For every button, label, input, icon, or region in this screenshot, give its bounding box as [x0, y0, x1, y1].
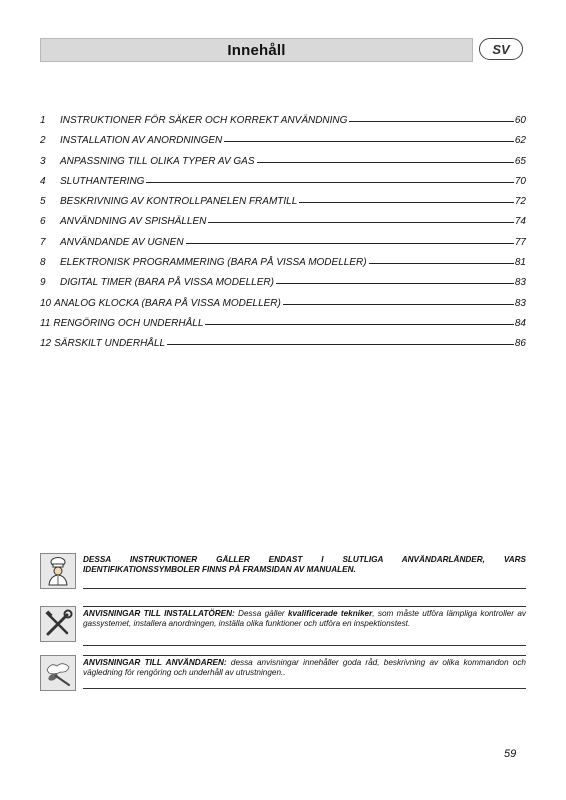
toc-entry [40, 257, 526, 277]
note-countries-text: DESSA INSTRUKTIONER GÄLLER ENDAST I SLUTLIGA ANVÄNDARLÄNDER, VARS IDENTIFIKATIONSSYMBOLER FINNS PÅ FRAMSIDAN AV MANUALEN. [83, 553, 526, 589]
toc-number: 6 [40, 216, 46, 228]
toc-page: 77 [514, 236, 526, 248]
toc-title: SÄRSKILT UNDERHÅLL [54, 338, 166, 350]
toc-title: ANPASSNING TILL OLIKA TYPER AV GAS [60, 155, 255, 167]
toc-page: 74 [514, 216, 526, 228]
toc-leader [167, 344, 514, 345]
toc-entry [40, 277, 526, 297]
toc-entry [40, 115, 526, 135]
chef-icon [40, 553, 76, 589]
toc-entry [40, 176, 526, 196]
language-badge: SV [479, 38, 523, 60]
page-number: 59 [504, 748, 517, 760]
spoon-icon [40, 655, 76, 691]
toc-page: 81 [514, 257, 526, 269]
toc-title: ANVÄNDNING AV SPISHÄLLEN [60, 216, 207, 228]
toc-title: DIGITAL TIMER (BARA PÅ VISSA MODELLER) [60, 277, 274, 289]
toc-number: 2 [40, 135, 46, 147]
toc-entry [40, 216, 526, 236]
toc-entry [40, 298, 526, 318]
toc-page: 60 [514, 115, 526, 126]
toc-page: 83 [514, 277, 526, 289]
toc-page: 62 [514, 135, 526, 147]
toc-entry [40, 318, 526, 338]
tools-icon [40, 606, 76, 642]
toc-title: ELEKTRONISK PROGRAMMERING (BARA PÅ VISSA MODELLER) [60, 257, 367, 269]
toc-title: ANALOG KLOCKA (BARA PÅ VISSA MODELLER) [54, 297, 281, 309]
toc-page: 70 [514, 175, 526, 187]
toc-number: 4 [40, 175, 46, 187]
toc-number: 3 [40, 155, 46, 167]
toc-page: 84 [514, 317, 526, 329]
toc-title: INSTRUKTIONER FÖR SÄKER OCH KORREKT ANVÄNDNING [60, 115, 348, 126]
toc-number: 8 [40, 257, 46, 269]
toc-page: 65 [514, 155, 526, 167]
toc-leader [299, 202, 514, 203]
toc-page: 86 [514, 338, 526, 350]
toc-leader [276, 283, 514, 284]
header-bar [40, 38, 473, 62]
note-countries [40, 553, 526, 589]
note-installer [40, 606, 526, 646]
toc-title: INSTALLATION AV ANORDNINGEN [60, 135, 223, 147]
toc-title: RENGÖRING OCH UNDERHÅLL [53, 317, 204, 329]
toc-entry [40, 338, 526, 358]
toc-entry [40, 237, 526, 257]
toc-number: 5 [40, 196, 46, 208]
toc-entry [40, 196, 526, 216]
note-user [40, 655, 526, 691]
toc-leader [208, 222, 514, 223]
toc-leader [224, 141, 514, 142]
toc-leader [146, 182, 513, 183]
toc-leader [205, 324, 513, 325]
toc-title: SLUTHANTERING [60, 175, 145, 187]
toc-page: 83 [514, 297, 526, 309]
note-user-text: ANVISNINGAR TILL ANVÄNDAREN: dessa anvisningar innehåller goda råd, beskrivning av olika kommandon och vägledning för rengöring och underhåll av utrustningen.. [83, 655, 526, 689]
toc-leader [257, 162, 514, 163]
toc-number: 11 [40, 317, 51, 329]
toc-number: 1 [40, 115, 46, 126]
toc-title: ANVÄNDANDE AV UGNEN [60, 236, 184, 248]
toc-number: 9 [40, 277, 46, 289]
toc-number: 7 [40, 236, 46, 248]
toc-entry [40, 135, 526, 155]
toc-page: 72 [514, 196, 526, 208]
table-of-contents [40, 115, 526, 359]
toc-title: BESKRIVNING AV KONTROLLPANELEN FRAMTILL [60, 196, 298, 208]
toc-leader [186, 243, 514, 244]
toc-leader [349, 121, 513, 122]
toc-leader [283, 304, 514, 305]
toc-entry [40, 156, 526, 176]
toc-leader [369, 263, 514, 264]
page-title: Innehåll [227, 41, 286, 59]
toc-number: 10 [40, 297, 52, 309]
toc-number: 12 [40, 338, 52, 350]
note-installer-text: ANVISNINGAR TILL INSTALLATÖREN: Dessa gäller kvalificerade tekniker, som måste utföra lämpliga kontroller av gassystemet, installera anordningen, inställa olika funktioner och utföra en inspektionstest. [83, 606, 526, 646]
